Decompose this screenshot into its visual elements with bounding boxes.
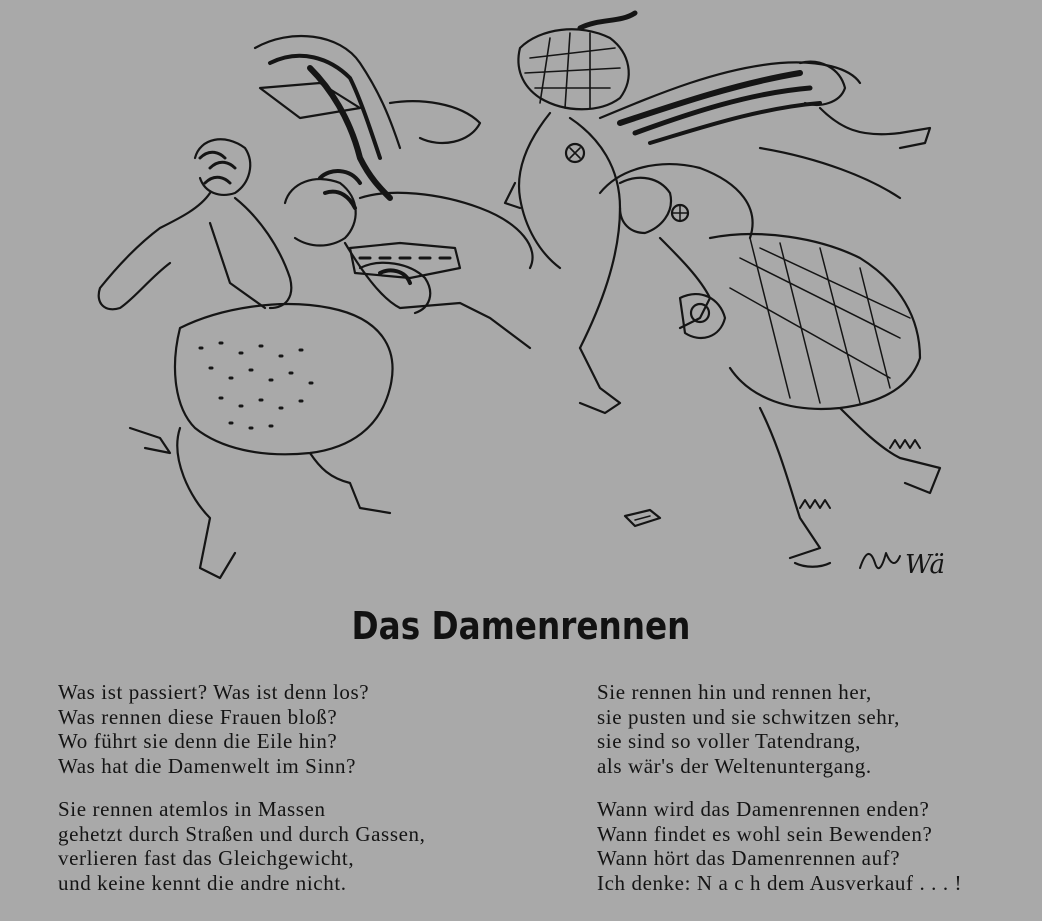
poem-line: Wo führt sie denn die Eile hin? [58, 729, 338, 753]
poem-line: als wär's der Weltenuntergang. [597, 753, 872, 778]
poem-line: Ich denke: N a c h dem Ausverkauf . . . ! [597, 870, 963, 895]
cartoon-illustration [60, 8, 1000, 588]
stanza [597, 680, 1042, 778]
poem-line: sie sind so voller Tatendrang, [597, 729, 862, 753]
poem-column-left [58, 680, 518, 914]
poem-column-right [597, 680, 1042, 914]
poem-title: Das Damenrennen [351, 604, 691, 648]
poem-line: Was rennen diese Frauen bloß? [58, 704, 338, 729]
running-woman-right [600, 62, 930, 198]
artist-signature-mark [860, 553, 900, 568]
stanza [58, 680, 518, 778]
poem-line: Wann wird das Damenrennen enden? [597, 797, 930, 821]
woman-with-flower [600, 164, 940, 567]
poem-line: Wann findet es wohl sein Bewenden? [597, 821, 933, 846]
stanza [597, 797, 1042, 895]
woman-plaid-hat [505, 13, 635, 413]
stanza [58, 797, 518, 895]
running-woman-center [285, 171, 533, 348]
poem-line: Sie rennen hin und rennen her, [597, 680, 872, 704]
poem-line: Wann hört das Damenrennen auf? [597, 846, 901, 870]
poem-line: gehetzt durch Straßen und durch Gassen, [58, 821, 426, 846]
poem-line: verlieren fast das Gleichgewicht, [58, 846, 355, 870]
poem-line: sie pusten und sie schwitzen sehr, [597, 704, 900, 729]
feathered-hat-left [255, 36, 480, 198]
woman-dotted-coat [130, 263, 430, 578]
artist-signature: Wä [905, 550, 945, 580]
poem-line: und keine kennt die andre nicht. [58, 870, 347, 895]
running-woman-left [99, 139, 292, 309]
poem-line: Was hat die Damenwelt im Sinn? [58, 753, 356, 778]
poem-line: Sie rennen atemlos in Massen [58, 797, 326, 821]
poem-line: Was ist passiert? Was ist denn los? [58, 680, 370, 704]
